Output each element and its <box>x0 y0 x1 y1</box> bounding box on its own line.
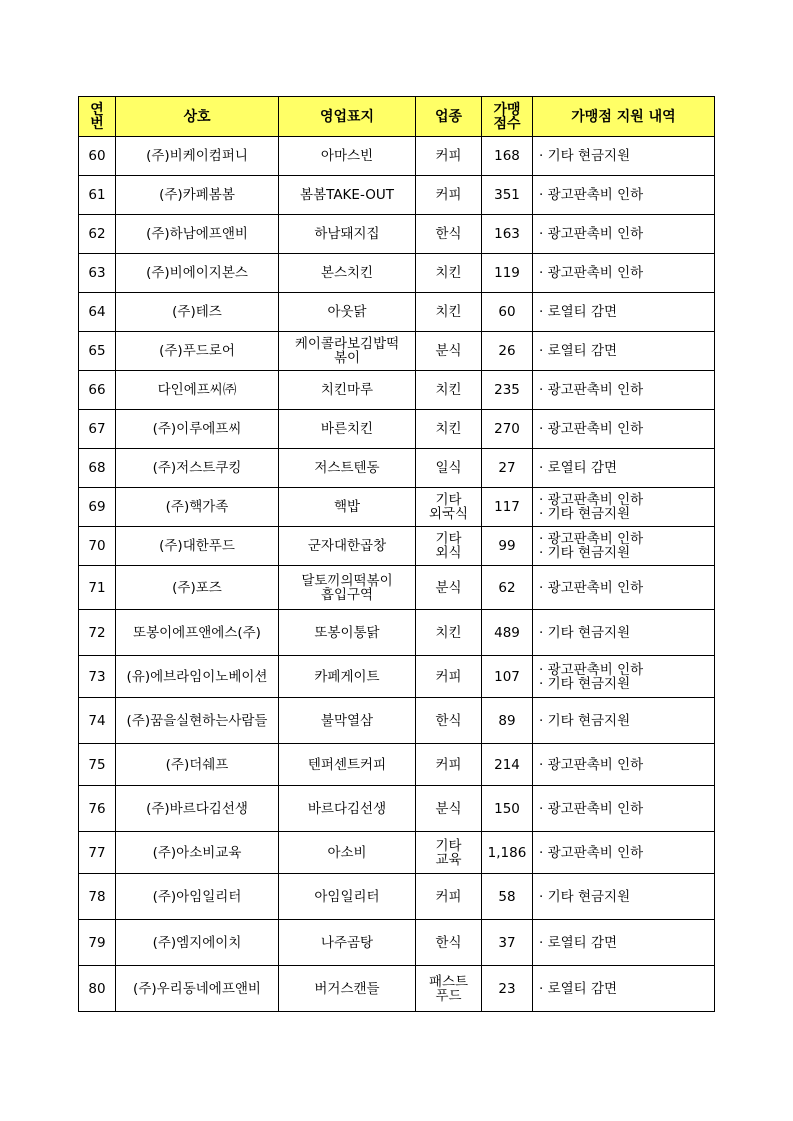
cell-brand-text: 텐퍼센트커피 <box>307 756 387 773</box>
cell-company <box>116 449 279 488</box>
cell-industry <box>416 966 482 1012</box>
cell-support <box>533 410 715 449</box>
cell-company-text: 또봉이에프앤에스(주) <box>133 624 261 641</box>
cell-industry-text: 커피 <box>435 888 462 905</box>
cell-no-text: 68 <box>88 460 106 476</box>
cell-no <box>79 332 116 371</box>
cell-no-text: 76 <box>88 800 106 817</box>
cell-industry-text: 분식 <box>435 343 462 359</box>
cell-stores <box>482 410 533 449</box>
cell-industry <box>416 449 482 488</box>
cell-stores <box>482 744 533 786</box>
cell-brand-text: 핵밥 <box>333 499 361 515</box>
cell-brand <box>279 176 416 215</box>
cell-stores-text: 214 <box>494 756 520 773</box>
cell-brand-text: 치킨마루 <box>320 382 374 398</box>
cell-brand <box>279 966 416 1012</box>
cell-no-text: 66 <box>88 382 106 398</box>
cell-no <box>79 527 116 566</box>
cell-no <box>79 293 116 332</box>
cell-support <box>533 832 715 874</box>
cell-no <box>79 966 116 1012</box>
cell-company <box>116 874 279 920</box>
cell-industry <box>416 566 482 610</box>
cell-brand-text: 군자대한곱창 <box>307 538 387 554</box>
cell-industry-text: 커피 <box>435 756 462 773</box>
cell-support-text: · 로열티 감면 <box>539 980 618 997</box>
cell-support-text: · 광고판촉비 인하 <box>539 226 644 242</box>
cell-no-text: 63 <box>88 265 106 281</box>
cell-brand-text: 봄봄TAKE-OUT <box>300 187 394 203</box>
cell-brand <box>279 527 416 566</box>
cell-brand-text: 달토끼의떡볶이 흡입구역 <box>301 572 393 603</box>
header-row <box>79 97 715 137</box>
cell-industry <box>416 656 482 698</box>
cell-stores <box>482 293 533 332</box>
cell-brand <box>279 744 416 786</box>
cell-no-text: 75 <box>88 756 106 773</box>
cell-support-text: · 광고판촉비 인하 · 기타 현금지원 <box>539 661 644 692</box>
table-row <box>79 488 715 527</box>
cell-brand-text: 아마스빈 <box>320 148 374 164</box>
cell-stores-text: 150 <box>494 800 520 817</box>
cell-industry <box>416 832 482 874</box>
cell-stores-text: 163 <box>494 226 520 242</box>
cell-brand <box>279 656 416 698</box>
cell-no <box>79 215 116 254</box>
table-row <box>79 698 715 744</box>
cell-support-text: · 로열티 감면 <box>539 934 618 951</box>
cell-company <box>116 832 279 874</box>
cell-support-text: · 광고판촉비 인하 · 기타 현금지원 <box>539 531 644 561</box>
cell-no <box>79 137 116 176</box>
cell-stores-text: 1,186 <box>487 844 527 861</box>
cell-company-text: 다인에프씨㈜ <box>157 382 237 398</box>
cell-stores-text: 37 <box>498 934 516 951</box>
cell-industry <box>416 371 482 410</box>
cell-no <box>79 832 116 874</box>
table-row <box>79 332 715 371</box>
cell-company <box>116 698 279 744</box>
table-row <box>79 656 715 698</box>
cell-no <box>79 176 116 215</box>
cell-company-text: (주)비에이지본스 <box>146 265 248 281</box>
cell-company-text: (주)비케이컴퍼니 <box>146 148 248 164</box>
cell-company <box>116 332 279 371</box>
cell-support-text: · 광고판촉비 인하 <box>539 382 644 398</box>
cell-stores-text: 23 <box>498 980 516 997</box>
cell-company <box>116 920 279 966</box>
cell-brand-text: 케이콜라보김밥떡 볶이 <box>294 336 400 366</box>
cell-support <box>533 920 715 966</box>
cell-no <box>79 786 116 832</box>
cell-brand <box>279 832 416 874</box>
cell-company <box>116 566 279 610</box>
cell-no <box>79 410 116 449</box>
cell-industry <box>416 874 482 920</box>
cell-no-text: 77 <box>88 844 106 861</box>
cell-stores <box>482 176 533 215</box>
table-row <box>79 744 715 786</box>
cell-company-text: (주)더쉐프 <box>165 756 229 773</box>
cell-stores-text: 107 <box>494 668 520 685</box>
cell-industry <box>416 176 482 215</box>
cell-industry <box>416 332 482 371</box>
cell-no-text: 73 <box>88 668 106 685</box>
table-row <box>79 137 715 176</box>
cell-stores-text: 117 <box>494 499 520 515</box>
header-industry: 업종 <box>416 97 482 137</box>
cell-brand <box>279 293 416 332</box>
table-row <box>79 610 715 656</box>
cell-no <box>79 744 116 786</box>
cell-brand <box>279 254 416 293</box>
table-row <box>79 527 715 566</box>
cell-company <box>116 488 279 527</box>
cell-support <box>533 332 715 371</box>
cell-support <box>533 698 715 744</box>
cell-company <box>116 744 279 786</box>
cell-support <box>533 527 715 566</box>
cell-support-text: · 로열티 감면 <box>539 304 618 320</box>
cell-company <box>116 137 279 176</box>
cell-no <box>79 610 116 656</box>
cell-no-text: 72 <box>88 624 106 641</box>
cell-support-text: · 기타 현금지원 <box>539 624 631 641</box>
table-row <box>79 176 715 215</box>
cell-no-text: 80 <box>88 980 106 997</box>
cell-brand <box>279 874 416 920</box>
table-row <box>79 920 715 966</box>
cell-industry-text: 기타 외식 <box>435 531 462 561</box>
cell-support-text: · 기타 현금지원 <box>539 888 631 905</box>
cell-stores-text: 26 <box>498 343 516 359</box>
cell-company-text: (주)바르다김선생 <box>146 800 248 817</box>
cell-stores-text: 62 <box>498 579 516 596</box>
cell-support-text: · 광고판촉비 인하 <box>539 579 644 596</box>
cell-support-text: · 광고판촉비 인하 <box>539 800 644 817</box>
cell-company-text: (주)푸드로어 <box>159 343 235 359</box>
cell-company-text: (주)대한푸드 <box>159 538 235 554</box>
cell-brand <box>279 920 416 966</box>
cell-stores <box>482 449 533 488</box>
cell-no <box>79 566 116 610</box>
cell-support-text: · 로열티 감면 <box>539 460 618 476</box>
cell-brand <box>279 137 416 176</box>
cell-brand-text: 불막열삼 <box>320 712 374 729</box>
cell-support <box>533 371 715 410</box>
cell-stores <box>482 371 533 410</box>
cell-stores <box>482 527 533 566</box>
cell-industry <box>416 527 482 566</box>
cell-industry-text: 한식 <box>435 712 462 729</box>
cell-brand <box>279 215 416 254</box>
table-row <box>79 293 715 332</box>
cell-brand <box>279 566 416 610</box>
cell-company-text: (주)아임일리터 <box>152 888 242 905</box>
cell-support-text: · 광고판촉비 인하 · 기타 현금지원 <box>539 492 644 522</box>
cell-support <box>533 656 715 698</box>
cell-stores <box>482 610 533 656</box>
cell-brand-text: 나주곰탕 <box>320 934 374 951</box>
cell-company <box>116 527 279 566</box>
cell-support <box>533 874 715 920</box>
cell-company-text: (주)카페봄봄 <box>159 187 235 203</box>
cell-company-text: (주)우리동네에프앤비 <box>133 980 261 997</box>
cell-stores <box>482 698 533 744</box>
cell-stores <box>482 254 533 293</box>
cell-support <box>533 610 715 656</box>
table-header <box>79 97 715 137</box>
cell-no-text: 71 <box>88 579 106 596</box>
cell-company <box>116 656 279 698</box>
cell-no <box>79 656 116 698</box>
cell-company-text: (주)저스트쿠킹 <box>152 460 242 476</box>
cell-industry <box>416 293 482 332</box>
cell-company-text: (유)에브라임이노베이션 <box>126 668 268 685</box>
cell-industry-text: 커피 <box>435 148 462 164</box>
cell-industry <box>416 698 482 744</box>
cell-support-text: · 로열티 감면 <box>539 343 618 359</box>
cell-industry <box>416 410 482 449</box>
cell-brand-text: 버거스캔들 <box>314 980 380 997</box>
header-no: 연 번 <box>79 97 116 137</box>
cell-brand <box>279 410 416 449</box>
cell-industry-text: 치킨 <box>435 382 462 398</box>
cell-brand-text: 또봉이통닭 <box>314 624 380 641</box>
cell-brand-text: 바른치킨 <box>320 421 374 437</box>
cell-no-text: 61 <box>88 187 106 203</box>
cell-industry-text: 커피 <box>435 668 462 685</box>
header-stores: 가맹 점수 <box>482 97 533 137</box>
cell-company-text: (주)엠지에이치 <box>152 934 242 951</box>
cell-company-text: (주)꿈을실현하는사람들 <box>126 712 268 729</box>
cell-support-text: · 광고판촉비 인하 <box>539 187 644 203</box>
cell-stores-text: 168 <box>494 148 520 164</box>
table-row <box>79 832 715 874</box>
cell-industry-text: 치킨 <box>435 624 462 641</box>
cell-stores <box>482 832 533 874</box>
cell-stores-text: 270 <box>494 421 520 437</box>
cell-company <box>116 966 279 1012</box>
cell-brand <box>279 610 416 656</box>
cell-brand <box>279 332 416 371</box>
table-row <box>79 371 715 410</box>
cell-industry <box>416 786 482 832</box>
cell-support <box>533 254 715 293</box>
cell-brand-text: 카페게이트 <box>314 668 380 685</box>
cell-support <box>533 215 715 254</box>
cell-stores-text: 489 <box>494 624 520 641</box>
cell-brand-text: 본스치킨 <box>320 265 374 281</box>
table-row <box>79 215 715 254</box>
cell-industry-text: 기타 외국식 <box>428 492 469 522</box>
cell-industry-text: 한식 <box>435 934 462 951</box>
cell-industry-text: 분식 <box>435 579 462 596</box>
cell-support-text: · 광고판촉비 인하 <box>539 265 644 281</box>
cell-stores <box>482 332 533 371</box>
cell-stores <box>482 137 533 176</box>
cell-stores <box>482 786 533 832</box>
cell-industry-text: 기타 교육 <box>435 837 462 868</box>
cell-no-text: 60 <box>88 148 106 164</box>
cell-company-text: (주)이루에프씨 <box>152 421 242 437</box>
cell-brand <box>279 371 416 410</box>
cell-industry-text: 치킨 <box>435 265 462 281</box>
cell-company <box>116 293 279 332</box>
cell-stores <box>482 966 533 1012</box>
cell-company <box>116 254 279 293</box>
cell-no <box>79 698 116 744</box>
cell-brand-text: 아웃닭 <box>327 304 367 320</box>
cell-company-text: (주)아소비교육 <box>152 844 242 861</box>
cell-support <box>533 293 715 332</box>
cell-no-text: 74 <box>88 712 106 729</box>
cell-support <box>533 566 715 610</box>
table-row <box>79 966 715 1012</box>
cell-stores <box>482 566 533 610</box>
cell-company <box>116 410 279 449</box>
cell-company <box>116 610 279 656</box>
cell-company <box>116 786 279 832</box>
cell-stores-text: 119 <box>494 265 520 281</box>
cell-industry-text: 커피 <box>435 187 462 203</box>
cell-stores-text: 99 <box>498 538 516 554</box>
cell-company <box>116 176 279 215</box>
cell-support <box>533 449 715 488</box>
cell-support <box>533 966 715 1012</box>
cell-industry <box>416 488 482 527</box>
cell-industry-text: 치킨 <box>435 421 462 437</box>
franchise-support-table <box>78 96 715 1012</box>
cell-support-text: · 기타 현금지원 <box>539 712 631 729</box>
cell-industry-text: 치킨 <box>435 304 462 320</box>
table-row <box>79 410 715 449</box>
cell-stores <box>482 656 533 698</box>
cell-no-text: 65 <box>88 343 106 359</box>
cell-industry <box>416 744 482 786</box>
cell-support <box>533 488 715 527</box>
cell-company-text: (주)포즈 <box>172 579 222 596</box>
cell-company-text: (주)테즈 <box>172 304 222 320</box>
cell-company <box>116 371 279 410</box>
cell-no-text: 67 <box>88 421 106 437</box>
cell-no <box>79 254 116 293</box>
cell-industry <box>416 137 482 176</box>
cell-industry <box>416 610 482 656</box>
cell-stores <box>482 488 533 527</box>
cell-no-text: 79 <box>88 934 106 951</box>
cell-no-text: 69 <box>88 499 106 515</box>
cell-no <box>79 874 116 920</box>
table-row <box>79 254 715 293</box>
cell-industry <box>416 920 482 966</box>
cell-stores <box>482 215 533 254</box>
cell-brand-text: 아임일리터 <box>314 888 380 905</box>
cell-brand-text: 하남돼지집 <box>314 226 380 242</box>
cell-no-text: 64 <box>88 304 106 320</box>
header-support: 가맹점 지원 내역 <box>533 97 715 137</box>
cell-industry <box>416 215 482 254</box>
table-row <box>79 874 715 920</box>
cell-no <box>79 371 116 410</box>
cell-brand <box>279 449 416 488</box>
cell-industry-text: 패스트 푸드 <box>428 973 469 1004</box>
cell-brand <box>279 488 416 527</box>
cell-company <box>116 215 279 254</box>
cell-stores <box>482 920 533 966</box>
cell-brand <box>279 786 416 832</box>
cell-no <box>79 449 116 488</box>
cell-stores-text: 89 <box>498 712 516 729</box>
cell-support-text: · 광고판촉비 인하 <box>539 756 644 773</box>
cell-stores-text: 58 <box>498 888 516 905</box>
cell-industry-text: 한식 <box>435 226 462 242</box>
cell-no <box>79 488 116 527</box>
cell-no <box>79 920 116 966</box>
cell-support-text: · 기타 현금지원 <box>539 148 631 164</box>
cell-support <box>533 744 715 786</box>
cell-no-text: 78 <box>88 888 106 905</box>
cell-company-text: (주)하남에프앤비 <box>146 226 248 242</box>
table-body <box>79 137 715 1012</box>
cell-stores-text: 235 <box>494 382 520 398</box>
cell-industry-text: 일식 <box>435 460 462 476</box>
cell-no-text: 70 <box>88 538 106 554</box>
cell-stores-text: 351 <box>494 187 520 203</box>
cell-support <box>533 786 715 832</box>
cell-stores-text: 27 <box>498 460 516 476</box>
header-company: 상호 <box>116 97 279 137</box>
cell-brand-text: 바르다김선생 <box>307 800 387 817</box>
cell-industry <box>416 254 482 293</box>
table-row <box>79 566 715 610</box>
table-row <box>79 786 715 832</box>
header-brand: 영업표지 <box>279 97 416 137</box>
cell-stores <box>482 874 533 920</box>
cell-company-text: (주)핵가족 <box>165 499 229 515</box>
cell-stores-text: 60 <box>498 304 516 320</box>
cell-brand <box>279 698 416 744</box>
table-row <box>79 449 715 488</box>
cell-support <box>533 176 715 215</box>
cell-brand-text: 저스트텐동 <box>314 460 380 476</box>
cell-brand-text: 아소비 <box>327 844 367 861</box>
cell-no-text: 62 <box>88 226 106 242</box>
cell-support-text: · 광고판촉비 인하 <box>539 844 644 861</box>
cell-industry-text: 분식 <box>435 800 462 817</box>
cell-support-text: · 광고판촉비 인하 <box>539 421 644 437</box>
cell-support <box>533 137 715 176</box>
